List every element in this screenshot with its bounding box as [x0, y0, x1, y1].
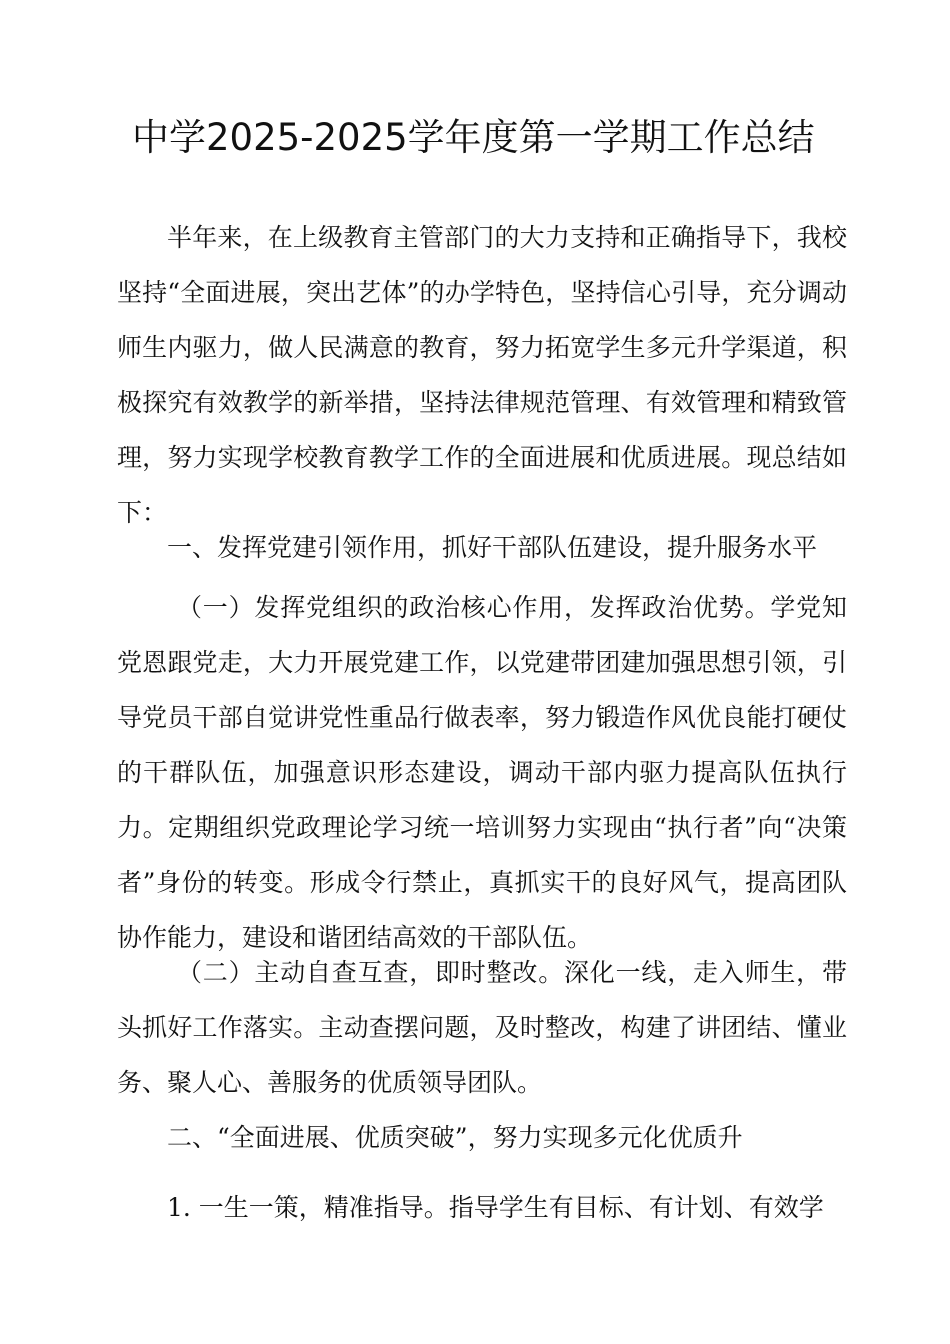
section-2-item-1-paragraph: 1. 一生一策，精准指导。指导学生有目标、有计划、有效学 [167, 1193, 824, 1222]
section-1-item-1-paragraph: （一）发挥党组织的政治核心作用，发挥政治优势。学党知党恩跟党走，大力开展党建工作，以党建带团建加强思想引领，引导党员干部自觉讲党性重品行做表率，努力锻造作风优良能打硬仗的干群队伍，加强意识形态建设，调动干部内驱力提高队伍执行力。定期组织党政理论学习统一培训努力实现由“执行者”向“决策者”身份的转变。形成令行禁止，真抓实干的良好风气，提高团队协作能力，建设和谐团结高效的干部队伍。 [117, 593, 847, 952]
section-1-item-2-paragraph: （二）主动自查互查，即时整改。深化一线，走入师生，带头抓好工作落实。主动查摆问题，及时整改，构建了讲团结、懂业务、聚人心、善服务的优质领导团队。 [117, 958, 847, 1097]
section-2-heading: 二、“全面进展、优质突破”，努力实现多元化优质升 [167, 1123, 743, 1152]
intro-paragraph: 半年来，在上级教育主管部门的大力支持和正确指导下，我校坚持“全面进展，突出艺体”的办学特色，坚持信心引导，充分调动师生内驱力，做人民满意的教育，努力拓宽学生多元升学渠道，积极探究有效教学的新举措，坚持法律规范管理、有效管理和精致管理，努力实现学校教育教学工作的全面进展和优质进展。现总结如下： [117, 223, 847, 527]
document-title: 中学2025-2025学年度第一学期工作总结 [132, 115, 815, 159]
section-1-heading: 一、发挥党建引领作用，抓好干部队伍建设，提升服务水平 [167, 533, 818, 562]
